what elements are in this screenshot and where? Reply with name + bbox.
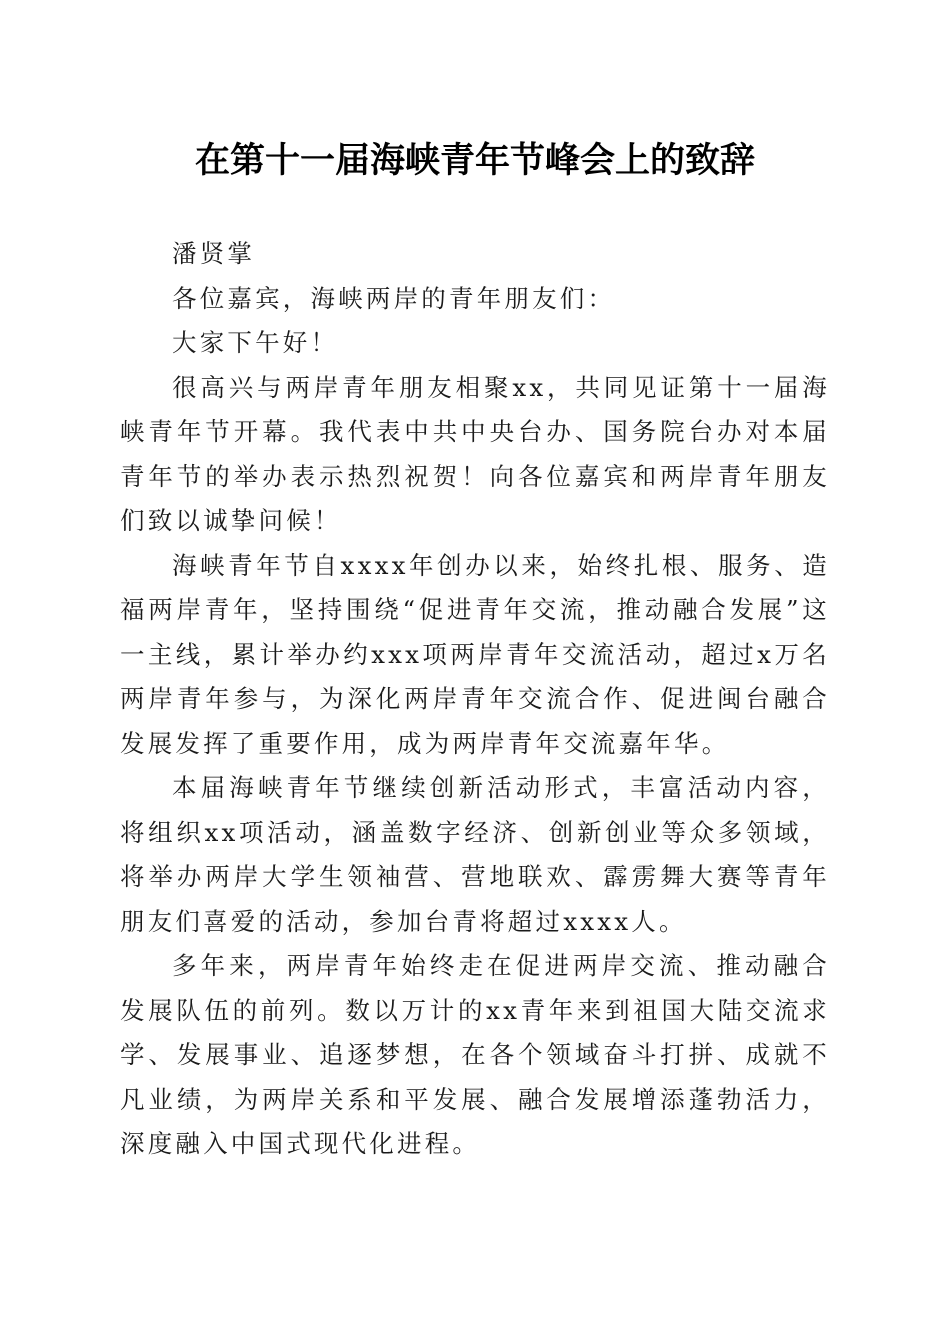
paragraph: 本届海峡青年节继续创新活动形式，丰富活动内容，将组织xx项活动，涵盖数字经济、创新创业等众多领域，将举办两岸大学生领袖营、营地联欢、霹雳舞大赛等青年朋友们喜爱的活动，参加台青将超过xxxx人。 — [120, 773, 830, 936]
document-body — [120, 232, 830, 1167]
author-line: 潘贤掌 — [172, 239, 256, 268]
paragraph: 很高兴与两岸青年朋友相聚xx，共同见证第十一届海峡青年节开幕。我代表中共中央台办、国务院台办对本届青年节的举办表示热烈祝贺！向各位嘉宾和两岸青年朋友们致以诚挚问候！ — [120, 372, 830, 535]
paragraph: 海峡青年节自xxxx年创办以来，始终扎根、服务、造福两岸青年，坚持围绕“促进青年交流，推动融合发展”这一主线，累计举办约xxx项两岸青年交流活动，超过x万名两岸青年参与，为深化两岸青年交流合作、促进闽台融合发展发挥了重要作用，成为两岸青年交流嘉年华。 — [120, 550, 830, 758]
salutation-line: 各位嘉宾，海峡两岸的青年朋友们： — [172, 283, 616, 313]
greeting-line: 大家下午好！ — [172, 328, 339, 357]
document-title: 在第十一届海峡青年节峰会上的致辞 — [194, 140, 755, 181]
paragraph: 多年来，两岸青年始终走在促进两岸交流、推动融合发展队伍的前列。数以万计的xx青年来到祖国大陆交流求学、发展事业、追逐梦想，在各个领域奋斗打拼、成就不凡业绩，为两岸关系和平发展、融合发展增添蓬勃活力，深度融入中国式现代化进程。 — [120, 951, 830, 1158]
